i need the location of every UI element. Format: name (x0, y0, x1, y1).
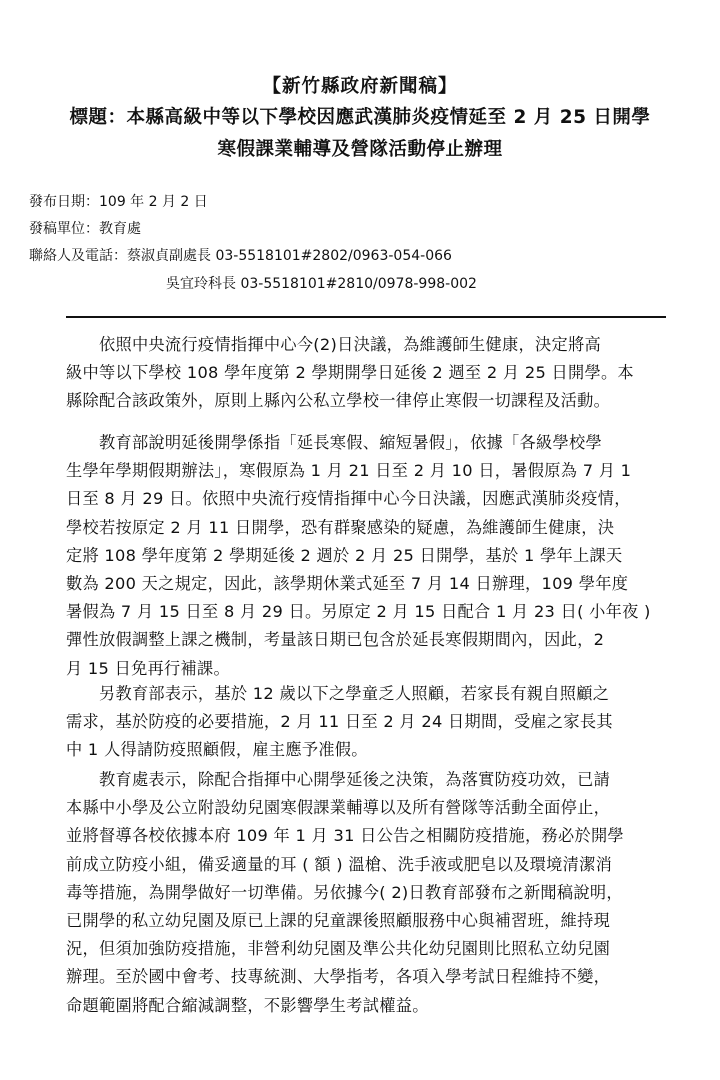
paragraph-line: 前成立防疫小組，備妥適量的耳 ( 額 ) 溫槍、洗手液或肥皂以及環境清潔消 (66, 854, 613, 874)
paragraph-line: 生學年學期假期辦法」，寒假原為 1 月 21 日至 2 月 10 日，暑假原為 7 月 1 (66, 461, 632, 481)
paragraph-line: 級中等以下學校 108 學年度第 2 學期開學日延後 2 週至 2 月 25 日開學。本 (66, 363, 634, 383)
paragraph-line: 況，但須加強防疫措施，非營利幼兒園及準公共化幼兒園則比照私立幼兒園 (66, 939, 611, 959)
issuing-unit: 發稿單位：教育處 (29, 221, 141, 237)
paragraph-line: 本縣中小學及公立附設幼兒園寒假課業輔導以及所有營隊等活動全面停止， (66, 798, 611, 818)
paragraph-line: 命題範圍將配合縮減調整，不影響學生考試權益。 (66, 995, 429, 1015)
paragraph-line: 另教育部表示，基於 12 歲以下之學童乏人照顧，若家長有親自照顧之 (66, 684, 610, 703)
paragraph-line: 需求，基於防疫的必要措施，2 月 11 日至 2 月 24 日期間，受雇之家長其 (66, 712, 613, 732)
paragraph-2 (66, 429, 666, 683)
paragraph-line: 彈性放假調整上課之機制，考量該日期已包含於延長寒假期間內，因此，2 (66, 630, 605, 650)
paragraph-3 (66, 680, 666, 765)
paragraph-line: 中 1 人得請防疫照顧假，雇主應予准假。 (66, 740, 368, 760)
title-line-1: 標題：本縣高級中等以下學校因應武漢肺炎疫情延至 2 月 25 日開學 (69, 107, 651, 128)
paragraph-line: 學校若按原定 2 月 11 日開學，恐有群聚感染的疑慮，為維護師生健康，決 (66, 517, 615, 537)
contact-line-2: 吳宜玲科長 03-5518101#2810/0978-998-002 (166, 276, 477, 292)
paragraph-line: 定將 108 學年度第 2 學期延後 2 週於 2 月 25 日開學，基於 1 學年上課天 (66, 545, 623, 565)
paragraph-line: 日至 8 月 29 日。依照中央流行疫情指揮中心今日決議，因應武漢肺炎疫情， (66, 489, 631, 509)
contact-line-1: 聯絡人及電話：蔡淑貞副處長 03-5518101#2802/0963-054-066 (29, 248, 452, 264)
paragraph-line: 月 15 日免再行補課。 (66, 658, 230, 678)
divider-line (66, 316, 666, 318)
paragraph-line: 暑假為 7 月 15 日至 8 月 29 日。另原定 2 月 15 日配合 1 月 23 日( 小年夜 ) (66, 602, 651, 622)
paragraph-1 (66, 331, 666, 416)
paragraph-line: 縣除配合該政策外，原則上縣內公私立學校一律停止寒假一切課程及活動。 (66, 391, 611, 411)
paragraph-line: 並將督導各校依據本府 109 年 1 月 31 日公告之相關防疫措施，務必於開學 (66, 826, 624, 846)
paragraph-line: 毒等措施，為開學做好一切準備。另依據今( 2)日教育部發布之新聞稿說明， (66, 882, 623, 902)
paragraph-line: 教育處表示，除配合指揮中心開學延後之決策，為落實防疫功效，已請 (66, 770, 611, 789)
paragraph-line: 已開學的私立幼兒園及原已上課的兒童課後照顧服務中心與補習班，維持現 (66, 910, 611, 930)
paragraph-line: 教育部說明延後開學係指「延長寒假、縮短暑假」，依據「各級學校學 (66, 433, 602, 452)
paragraph-line: 依照中央流行疫情指揮中心今(2)日決議，為維護師生健康，決定將高 (66, 335, 601, 354)
paragraph-line: 辦理。至於國中會考、技專統測、大學指考，各項入學考試日程維持不變， (66, 967, 611, 987)
press-release-tag: 【新竹縣政府新聞稿】 (262, 76, 458, 97)
release-date: 發布日期：109 年 2 月 2 日 (29, 194, 208, 210)
title-line-2: 寒假課業輔導及營隊活動停止辦理 (217, 139, 503, 160)
paragraph-line: 數為 200 天之規定，因此，該學期休業式延至 7 月 14 日辦理，109 學年度 (66, 573, 629, 593)
paragraph-4 (66, 766, 666, 1020)
